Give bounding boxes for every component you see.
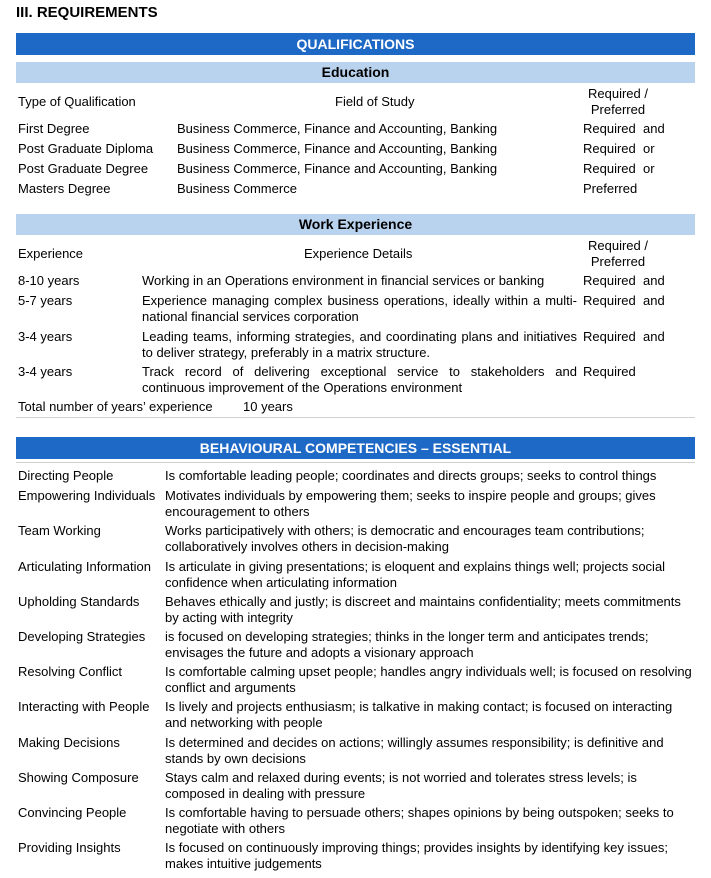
education-col-required: Required / Preferred (588, 86, 648, 117)
education-conjunction: or (643, 141, 655, 156)
competency-name: Resolving Conflict (18, 664, 123, 679)
work-experience-header: Work Experience (16, 214, 695, 235)
competency-description: Motivates individuals by empowering them; seeks to inspire people and groups; gives encouragement to others (165, 488, 656, 519)
work-required: Required (583, 293, 636, 308)
competency-name: Team Working (18, 523, 101, 538)
competency-description: Is determined and decides on actions; willingly assumes responsibility; is definitive and stands by own decisions (165, 735, 664, 766)
competency-name: Interacting with People (18, 699, 150, 714)
competency-name: Making Decisions (18, 735, 120, 750)
education-field: Business Commerce (177, 181, 297, 196)
education-field: Business Commerce, Finance and Accounting, Banking (177, 121, 498, 136)
competency-description: Stays calm and relaxed during events; is not worried and tolerates stress levels; is composed in dealing with pressure (165, 770, 637, 801)
total-experience-value: 10 years (243, 399, 293, 414)
qualifications-header: QUALIFICATIONS (16, 33, 695, 55)
work-col-details: Experience Details (304, 246, 413, 261)
work-details: Working in an Operations environment in financial services or banking (142, 273, 545, 288)
total-experience-label: Total number of years’ experience (18, 399, 213, 414)
section-title: III. REQUIREMENTS (16, 4, 158, 21)
work-col-required: Required / Preferred (588, 238, 648, 269)
work-years: 5-7 years (18, 293, 73, 308)
education-field: Business Commerce, Finance and Accounting, Banking (177, 141, 498, 156)
education-header: Education (16, 62, 695, 83)
education-type: Post Graduate Diploma (18, 141, 154, 156)
education-conjunction: or (643, 161, 655, 176)
competency-name: Developing Strategies (18, 629, 146, 644)
competency-name: Upholding Standards (18, 594, 140, 609)
education-required: Preferred (583, 181, 638, 196)
education-col-type: Type of Qualification (18, 94, 136, 109)
education-field: Business Commerce, Finance and Accounting, Banking (177, 161, 498, 176)
competency-name: Providing Insights (18, 840, 121, 855)
competency-description: Is comfortable calming upset people; handles angry individuals well; is focused on resolving conflict and arguments (165, 664, 692, 695)
education-required: Required (583, 121, 636, 136)
education-required: Required (583, 161, 636, 176)
work-details: Track record of delivering exceptional service to stakeholders and continuous improvement of the Operations environment (142, 364, 577, 395)
education-required: Required (583, 141, 636, 156)
competency-name: Convincing People (18, 805, 127, 820)
work-col-experience: Experience (18, 246, 84, 261)
competency-name: Directing People (18, 468, 114, 483)
competency-description: Is articulate in giving presentations; is eloquent and explains things well; projects social confidence when articulating information (165, 559, 666, 590)
work-years: 3-4 years (18, 329, 73, 344)
competency-name: Articulating Information (18, 559, 151, 574)
competency-description: Works participatively with others; is democratic and encourages team contributions; collaboratively involves others in decision-making (165, 523, 645, 554)
competency-description: Is lively and projects enthusiasm; is talkative in making contact; is focused on interacting and networking with people (165, 699, 673, 730)
education-type: First Degree (18, 121, 90, 136)
education-type: Post Graduate Degree (18, 161, 149, 176)
work-details: Leading teams, informing strategies, and coordinating plans and initiatives to deliver strategy, preferably in a matrix structure. (142, 329, 577, 360)
competency-description: is focused on developing strategies; thinks in the longer term and anticipates trends; envisages the future and adopts a visionary approach (165, 629, 649, 660)
work-required: Required (583, 364, 636, 379)
competency-name: Showing Composure (18, 770, 139, 785)
competency-description: Is focused on continuously improving things; provides insights by identifying key issues; makes intuitive judgements (165, 840, 668, 871)
work-years: 8-10 years (18, 273, 80, 288)
education-type: Masters Degree (18, 181, 111, 196)
divider (16, 417, 695, 418)
competency-description: Is comfortable leading people; coordinates and directs groups; seeks to control things (165, 468, 657, 483)
education-col-field: Field of Study (335, 94, 415, 109)
work-required: Required (583, 273, 636, 288)
competency-description: Behaves ethically and justly; is discreet and maintains confidentiality; meets commitments by acting with integrity (165, 594, 681, 625)
divider (16, 462, 695, 463)
work-conjunction: and (643, 273, 665, 288)
competency-description: Is comfortable having to persuade others; shapes opinions by being outspoken; seeks to negotiate with others (165, 805, 674, 836)
education-conjunction: and (643, 121, 665, 136)
work-years: 3-4 years (18, 364, 73, 379)
work-details: Experience managing complex business operations, ideally within a multi-national financial services corporation (142, 293, 577, 324)
work-required: Required (583, 329, 636, 344)
work-conjunction: and (643, 293, 665, 308)
competency-name: Empowering Individuals (18, 488, 156, 503)
work-conjunction: and (643, 329, 665, 344)
competencies-header: BEHAVIOURAL COMPETENCIES – ESSENTIAL (16, 437, 695, 459)
